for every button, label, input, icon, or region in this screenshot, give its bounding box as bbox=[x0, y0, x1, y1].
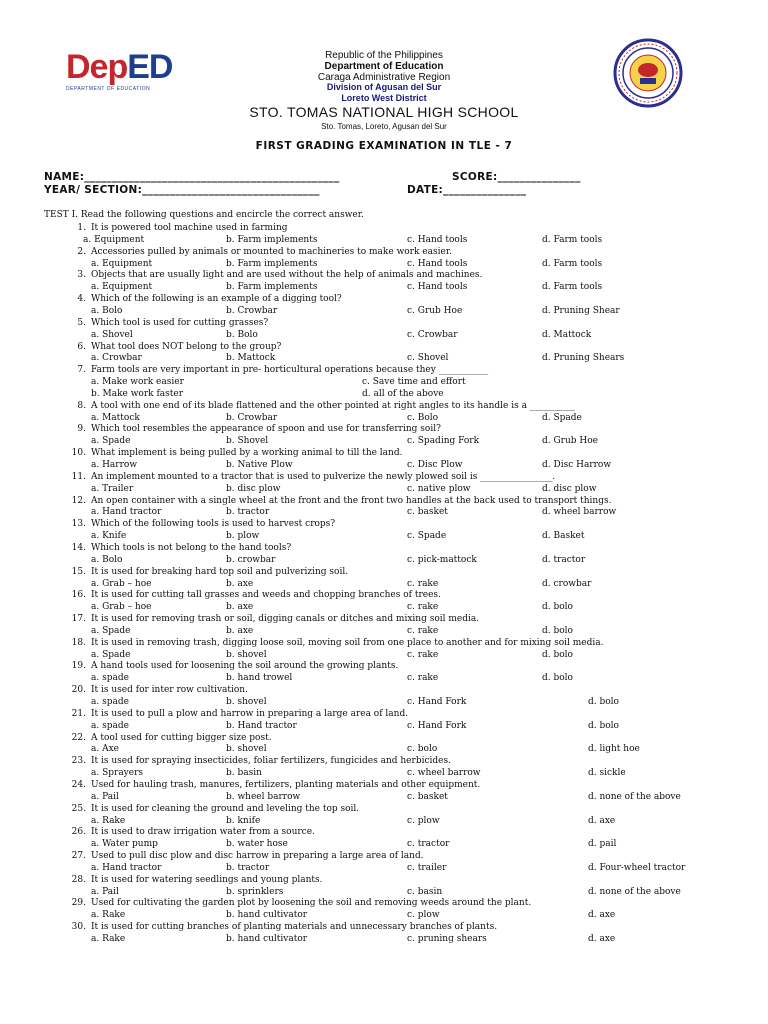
answer-options bbox=[0, 862, 768, 874]
option-a[interactable]: a. Bolo bbox=[91, 305, 123, 316]
question-text: An open container with a single wheel at the front and the front two handles at the back used to transport things. bbox=[91, 495, 612, 506]
option-d[interactable]: d. Farm tools bbox=[542, 282, 603, 293]
question-number: 27. bbox=[71, 851, 86, 862]
question-item bbox=[0, 826, 768, 838]
option-d[interactable]: d. Farm tools bbox=[542, 258, 603, 269]
question-number: 17. bbox=[71, 614, 86, 625]
question-number: 19. bbox=[71, 661, 86, 672]
question-number: 23. bbox=[71, 756, 86, 767]
option-d[interactable]: d. axe bbox=[588, 910, 616, 921]
question-item bbox=[0, 660, 768, 672]
question-item bbox=[0, 423, 768, 435]
question-number: 24. bbox=[71, 779, 86, 790]
option-b[interactable]: b. Bolo bbox=[226, 329, 258, 340]
question-number: 20. bbox=[71, 685, 86, 696]
question-text: Which tool resembles the appearance of spoon and use for transferring soil? bbox=[91, 424, 441, 435]
option-a[interactable]: a. Rake bbox=[91, 910, 126, 921]
question-item bbox=[0, 684, 768, 696]
option-a[interactable]: a. Pail bbox=[91, 791, 119, 802]
option-b[interactable]: b. crowbar bbox=[226, 554, 276, 565]
option-c[interactable]: c. rake bbox=[407, 649, 439, 660]
question-text: It is used in removing trash, digging loose soil, moving soil from one place to another and for mixing soil media. bbox=[91, 637, 604, 648]
option-c[interactable]: c. Hand tools bbox=[407, 282, 468, 293]
option-c[interactable]: c. wheel barrow bbox=[407, 768, 481, 779]
option-b[interactable]: b. Native Plow bbox=[226, 460, 293, 470]
question-item bbox=[0, 850, 768, 862]
option-c[interactable]: c. Disc Plow bbox=[407, 460, 463, 470]
score-field[interactable]: SCORE:_______________ bbox=[452, 171, 581, 183]
option-d[interactable]: d. bolo bbox=[588, 697, 619, 707]
option-c[interactable]: c. Spading Fork bbox=[407, 436, 480, 447]
option-c[interactable]: c. pruning shears bbox=[407, 934, 487, 944]
answer-options bbox=[0, 625, 768, 637]
question-number: 1. bbox=[77, 223, 86, 233]
option-c[interactable]: c. trailer bbox=[407, 862, 447, 873]
option-a[interactable]: a. Pail bbox=[91, 886, 119, 897]
option-b[interactable]: b. hand cultivator bbox=[226, 910, 308, 921]
option-d[interactable]: d. bolo bbox=[542, 625, 573, 636]
option-a[interactable]: a. Water pump bbox=[91, 839, 158, 850]
question-text: It is used for spraying insecticides, foliar fertilizers, fungicides and herbicides. bbox=[91, 756, 451, 767]
option-c[interactable]: c. Hand Fork bbox=[407, 697, 467, 707]
option-a[interactable]: a. Axe bbox=[91, 744, 119, 755]
option-a[interactable]: a. Spade bbox=[91, 649, 131, 660]
option-b[interactable]: b. Mattock bbox=[226, 353, 276, 364]
option-d[interactable]: d. Mattock bbox=[542, 329, 592, 340]
answer-options bbox=[0, 767, 768, 779]
answer-options bbox=[0, 506, 768, 518]
question-item bbox=[0, 921, 768, 933]
question-item bbox=[0, 293, 768, 305]
option-b[interactable]: b. Farm implements bbox=[226, 282, 318, 293]
answer-options bbox=[0, 459, 768, 471]
answer-options bbox=[0, 412, 768, 424]
option-a[interactable]: a. Equipment bbox=[91, 282, 153, 293]
option-d[interactable]: d. Pruning Shears bbox=[542, 353, 625, 364]
question-item bbox=[0, 364, 768, 376]
question-text: Used for cultivating the garden plot by loosening the soil and removing weeds around the plant. bbox=[91, 898, 532, 909]
option-a[interactable]: a. spade bbox=[91, 673, 129, 684]
question-item bbox=[0, 471, 768, 483]
option-c[interactable]: c. rake bbox=[407, 625, 439, 636]
option-c[interactable]: c. rake bbox=[407, 673, 439, 684]
question-text: A tool with one end of its blade flattened and the other pointed at right angles to its handle is a __________ bbox=[91, 400, 575, 411]
option-c[interactable]: c. basin bbox=[407, 886, 443, 897]
question-number: 21. bbox=[71, 708, 86, 719]
option-b[interactable]: b. wheel barrow bbox=[226, 791, 301, 802]
option-b[interactable]: b. hand cultivator bbox=[226, 934, 308, 944]
exam-title: FIRST GRADING EXAMINATION IN TLE - 7 bbox=[255, 140, 513, 152]
district-line: Loreto West District bbox=[341, 93, 427, 103]
option-c[interactable]: c. bolo bbox=[407, 744, 438, 755]
answer-options bbox=[0, 815, 768, 827]
option-b[interactable]: b. Shovel bbox=[226, 436, 269, 447]
option-c[interactable]: c. native plow bbox=[407, 483, 471, 494]
answer-options bbox=[0, 376, 768, 388]
question-text: Objects that are usually light and are used without the help of animals and machines. bbox=[91, 270, 483, 281]
option-b[interactable]: b. Farm implements bbox=[226, 234, 318, 245]
option-a[interactable]: a. Spade bbox=[91, 436, 131, 447]
question-text: It is used for inter row cultivation. bbox=[91, 685, 248, 696]
question-item bbox=[0, 755, 768, 767]
question-number: 3. bbox=[77, 270, 86, 281]
option-a[interactable]: a. Shovel bbox=[91, 329, 133, 340]
option-b[interactable]: b. Crowbar bbox=[226, 412, 278, 423]
option-b[interactable]: b. Crowbar bbox=[226, 305, 278, 316]
option-a[interactable]: a. Grab – hoe bbox=[91, 578, 152, 589]
option-c[interactable]: c. plow bbox=[407, 910, 440, 921]
question-number: 4. bbox=[77, 294, 86, 305]
question-number: 13. bbox=[71, 519, 86, 530]
answer-options bbox=[0, 720, 768, 732]
option-a[interactable]: a. Hand tractor bbox=[91, 507, 162, 518]
question-number: 12. bbox=[71, 495, 86, 506]
answer-options bbox=[0, 886, 768, 898]
answer-options bbox=[0, 281, 768, 293]
question-number: 8. bbox=[77, 400, 86, 411]
option-d[interactable]: d. crowbar bbox=[542, 578, 592, 589]
option-d[interactable]: d. Pruning Shear bbox=[542, 305, 620, 316]
question-item bbox=[0, 803, 768, 815]
school-address: Sto. Tomas, Loreto, Agusan del Sur bbox=[321, 122, 447, 131]
deped-logo-text: DepED bbox=[66, 48, 173, 86]
option-d[interactable]: d. bolo bbox=[542, 673, 573, 684]
question-item bbox=[0, 732, 768, 744]
question-item bbox=[0, 613, 768, 625]
option-d[interactable]: d. Farm tools bbox=[542, 234, 603, 245]
option-b[interactable]: b. shovel bbox=[226, 744, 267, 755]
answer-options bbox=[0, 672, 768, 684]
question-item bbox=[0, 447, 768, 459]
option-a[interactable]: a. Rake bbox=[91, 934, 126, 944]
department-line: Department of Education bbox=[324, 61, 444, 72]
question-number: 25. bbox=[71, 803, 86, 814]
option-c[interactable]: c. Hand Fork bbox=[407, 720, 467, 731]
answer-options bbox=[0, 649, 768, 661]
option-b[interactable]: b. tractor bbox=[226, 862, 270, 873]
option-b[interactable]: b. basin bbox=[226, 768, 262, 779]
question-item bbox=[0, 566, 768, 578]
option-a[interactable]: a. Make work easier bbox=[91, 377, 184, 388]
option-a[interactable]: a. spade bbox=[91, 697, 129, 707]
option-a[interactable]: a. Trailer bbox=[91, 483, 134, 494]
question-item bbox=[0, 341, 768, 353]
question-text: It is used for breaking hard top soil and pulverizing soil. bbox=[91, 566, 349, 577]
answer-options bbox=[0, 838, 768, 850]
option-c[interactable]: c. Shovel bbox=[407, 353, 449, 364]
question-number: 10. bbox=[71, 448, 86, 459]
option-a[interactable]: a. Knife bbox=[91, 531, 127, 542]
question-item bbox=[0, 246, 768, 258]
question-text: Which of the following tools is used to harvest crops? bbox=[91, 519, 336, 530]
question-item bbox=[0, 637, 768, 649]
question-number: 9. bbox=[77, 424, 86, 435]
question-number: 15. bbox=[71, 566, 86, 577]
option-d[interactable]: d. axe bbox=[588, 934, 616, 944]
date-field[interactable]: DATE:_______________ bbox=[407, 184, 527, 196]
option-c[interactable]: c. basket bbox=[407, 791, 448, 802]
question-text: Accessories pulled by animals or mounted to machineries to make work easier. bbox=[91, 246, 452, 257]
answer-options bbox=[0, 435, 768, 447]
question-number: 26. bbox=[71, 827, 86, 838]
option-c[interactable]: c. rake bbox=[407, 602, 439, 613]
question-text: A tool used for cutting bigger size post. bbox=[91, 732, 272, 743]
deped-logo-subtitle: DEPARTMENT OF EDUCATION bbox=[66, 86, 151, 92]
question-item bbox=[0, 874, 768, 886]
option-d[interactable]: d. light hoe bbox=[588, 744, 640, 755]
option-c[interactable]: c. basket bbox=[407, 507, 448, 518]
question-text: It is used for cutting tall grasses and weeds and chopping branches of trees. bbox=[91, 590, 441, 601]
answer-options bbox=[0, 743, 768, 755]
option-a[interactable]: a. Sprayers bbox=[91, 768, 144, 779]
option-a[interactable]: a. Crowbar bbox=[91, 353, 142, 364]
question-text: It is used for cleaning the ground and leveling the top soil. bbox=[91, 803, 360, 814]
question-item bbox=[0, 779, 768, 791]
answer-options bbox=[0, 258, 768, 270]
option-d[interactable]: d. bolo bbox=[542, 649, 573, 660]
answer-options bbox=[0, 909, 768, 921]
option-c[interactable]: c. Spade bbox=[407, 531, 447, 542]
question-text: It is used for cutting branches of planting materials and unnecessary branches of plants. bbox=[91, 922, 498, 933]
option-c[interactable]: c. Crowbar bbox=[407, 329, 458, 340]
question-number: 18. bbox=[71, 637, 86, 648]
option-b[interactable]: b. water hose bbox=[226, 839, 288, 850]
question-number: 30. bbox=[71, 922, 86, 933]
question-item bbox=[0, 708, 768, 720]
question-item bbox=[0, 542, 768, 554]
option-b[interactable]: b. plow bbox=[226, 531, 260, 542]
question-item bbox=[0, 897, 768, 909]
answer-options bbox=[0, 601, 768, 613]
question-text: An implement mounted to a tractor that is used to pulverize the newly plowed soil is ________________. bbox=[91, 471, 556, 482]
option-d[interactable]: d. Basket bbox=[542, 531, 585, 542]
question-text: It is used for watering seedlings and young plants. bbox=[91, 874, 323, 885]
option-a[interactable]: a. Mattock bbox=[91, 412, 140, 423]
option-b[interactable]: b. sprinklers bbox=[226, 886, 284, 897]
answer-options bbox=[0, 578, 768, 590]
option-c[interactable]: c. Save time and effort bbox=[362, 377, 466, 388]
republic-line: Republic of the Philippines bbox=[325, 50, 443, 61]
option-d[interactable]: d. sickle bbox=[588, 768, 626, 779]
question-text: Which tools is not belong to the hand tools? bbox=[91, 542, 292, 553]
option-b[interactable]: b. Make work faster bbox=[91, 388, 184, 399]
option-a[interactable]: a. Grab – hoe bbox=[91, 602, 152, 613]
question-number: 7. bbox=[77, 365, 86, 376]
answer-options bbox=[0, 329, 768, 341]
question-text: Farm tools are very important in pre- horticultural operations because they ___________ bbox=[91, 365, 489, 376]
question-text: Which tool is used for cutting grasses? bbox=[91, 317, 269, 328]
option-d[interactable]: d. none of the above bbox=[588, 791, 681, 802]
question-number: 5. bbox=[77, 317, 86, 328]
option-c[interactable]: c. rake bbox=[407, 578, 439, 589]
question-text: It is used to draw irrigation water from a source. bbox=[91, 827, 315, 838]
option-d[interactable]: d. disc plow bbox=[542, 483, 597, 494]
question-item bbox=[0, 400, 768, 412]
option-a[interactable]: a. Hand tractor bbox=[91, 862, 162, 873]
answer-options bbox=[0, 696, 768, 708]
question-text: Which of the following is an example of a digging tool? bbox=[91, 294, 342, 305]
answer-options bbox=[0, 352, 768, 364]
option-d[interactable]: d. none of the above bbox=[588, 886, 681, 897]
answer-options bbox=[0, 234, 768, 246]
question-text: It is used for removing trash or soil, digging canals or ditches and mixing soil media. bbox=[91, 614, 480, 625]
option-d[interactable]: d. tractor bbox=[542, 554, 586, 565]
option-c[interactable]: c. Bolo bbox=[407, 412, 439, 423]
option-c[interactable]: c. tractor bbox=[407, 839, 450, 850]
option-b[interactable]: b. axe bbox=[226, 625, 254, 636]
question-item bbox=[0, 589, 768, 601]
region-line: Caraga Administrative Region bbox=[317, 72, 451, 83]
division-line: Division of Agusan del Sur bbox=[326, 82, 442, 92]
option-b[interactable]: b. tractor bbox=[226, 507, 270, 518]
option-a[interactable]: a. Equipment bbox=[91, 258, 153, 269]
question-text: What implement is being pulled by a working animal to till the land. bbox=[91, 448, 403, 459]
answer-options bbox=[0, 791, 768, 803]
question-number: 6. bbox=[77, 341, 86, 352]
option-c[interactable]: c. pick-mattock bbox=[407, 554, 477, 565]
option-c[interactable]: c. Hand tools bbox=[407, 258, 468, 269]
option-a[interactable]: a. Bolo bbox=[91, 554, 123, 565]
option-b[interactable]: b. knife bbox=[226, 815, 261, 826]
option-b[interactable]: b. shovel bbox=[226, 649, 267, 660]
question-number: 22. bbox=[71, 732, 86, 743]
option-c[interactable]: c. Hand tools bbox=[407, 234, 468, 245]
option-b[interactable]: b. axe bbox=[226, 602, 254, 613]
option-b[interactable]: b. shovel bbox=[226, 697, 267, 707]
question-number: 11. bbox=[71, 471, 86, 482]
question-text: It is used to pull a plow and harrow in preparing a large area of land. bbox=[91, 708, 409, 719]
answer-options bbox=[0, 305, 768, 317]
question-text: Used to pull disc plow and disc harrow in preparing a large area of land. bbox=[91, 851, 424, 862]
question-number: 14. bbox=[71, 542, 86, 553]
option-a[interactable]: a. Harrow bbox=[91, 460, 138, 470]
option-d[interactable]: d. bolo bbox=[542, 602, 573, 613]
name-field[interactable]: NAME:______________________________________________ bbox=[44, 171, 340, 183]
option-a[interactable]: a. Spade bbox=[91, 625, 131, 636]
answer-options bbox=[0, 933, 768, 945]
option-b[interactable]: b. hand trowel bbox=[226, 673, 293, 684]
question-text: Used for hauling trash, manures, fertilizers, planting materials and other equipment. bbox=[91, 779, 481, 790]
question-number: 2. bbox=[77, 246, 86, 257]
question-number: 29. bbox=[71, 898, 86, 909]
question-text: It is powered tool machine used in farming bbox=[91, 223, 288, 233]
option-d[interactable]: d. axe bbox=[588, 815, 616, 826]
option-a[interactable]: a. Equipment bbox=[83, 234, 145, 245]
option-b[interactable]: b. axe bbox=[226, 578, 254, 589]
answer-options bbox=[0, 530, 768, 542]
option-d[interactable]: d. bolo bbox=[588, 720, 619, 731]
option-d[interactable]: d. wheel barrow bbox=[542, 507, 617, 518]
option-d[interactable]: d. Grub Hoe bbox=[542, 436, 598, 447]
option-d[interactable]: d. all of the above bbox=[362, 388, 444, 399]
option-a[interactable]: a. Rake bbox=[91, 815, 126, 826]
answer-options bbox=[0, 388, 768, 400]
test-instructions: TEST I. Read the following questions and encircle the correct answer. bbox=[44, 210, 364, 220]
option-b[interactable]: b. disc plow bbox=[226, 483, 281, 494]
option-b[interactable]: b. Farm implements bbox=[226, 258, 318, 269]
option-d[interactable]: d. Four-wheel tractor bbox=[588, 862, 686, 873]
question-item bbox=[0, 317, 768, 329]
option-d[interactable]: d. Spade bbox=[542, 412, 582, 423]
option-d[interactable]: d. pail bbox=[588, 839, 617, 850]
question-item bbox=[0, 269, 768, 281]
option-c[interactable]: c. Grub Hoe bbox=[407, 305, 463, 316]
option-a[interactable]: a. spade bbox=[91, 720, 129, 731]
question-item bbox=[0, 222, 768, 234]
year-section-field[interactable]: YEAR/ SECTION:________________________________ bbox=[44, 184, 320, 196]
question-item bbox=[0, 495, 768, 507]
option-c[interactable]: c. plow bbox=[407, 815, 440, 826]
question-number: 28. bbox=[71, 874, 86, 885]
question-text: What tool does NOT belong to the group? bbox=[91, 341, 282, 352]
option-d[interactable]: d. Disc Harrow bbox=[542, 460, 612, 470]
question-text: A hand tools used for loosening the soil around the growing plants. bbox=[91, 661, 399, 672]
question-number: 16. bbox=[71, 590, 86, 601]
answer-options bbox=[0, 554, 768, 566]
option-b[interactable]: b. Hand tractor bbox=[226, 720, 297, 731]
school-name: STO. TOMAS NATIONAL HIGH SCHOOL bbox=[249, 104, 519, 120]
question-item bbox=[0, 518, 768, 530]
answer-options bbox=[0, 483, 768, 495]
